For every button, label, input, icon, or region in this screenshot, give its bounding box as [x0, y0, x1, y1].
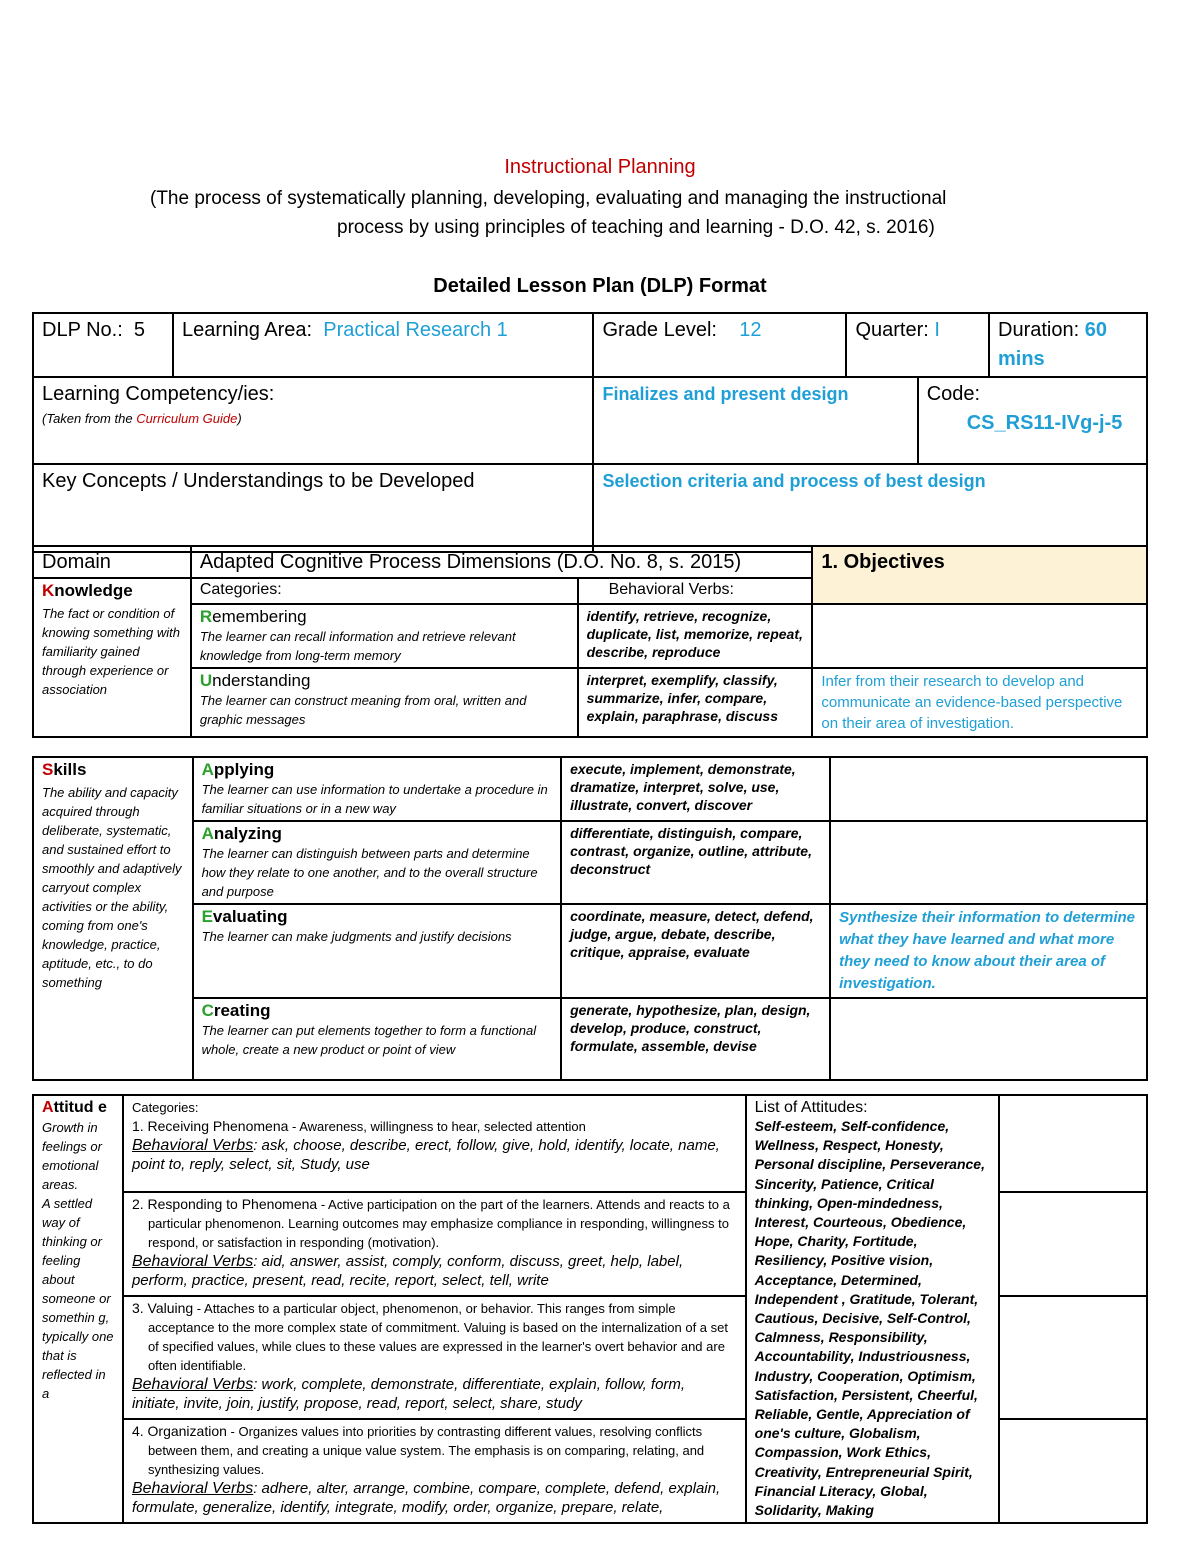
organization-cell	[123, 1419, 746, 1523]
applying-objective	[830, 757, 1147, 821]
c2-verbs: : aid, answer, assist, comply, conform, discuss, greet, help, label, perform, practice, present, read, recite, report, select, tell, write	[131, 1252, 684, 1289]
analyzing-desc: The learner can distinguish between parts and determine how they relate to one another, and to the overall structure and purpose	[201, 846, 538, 899]
domain-header: Domain	[33, 546, 191, 578]
c2-verbs-label: Behavioral Verbs	[131, 1252, 254, 1270]
creating-desc: The learner can put elements together to form a functional whole, create a new product or point of view	[201, 1023, 537, 1057]
skills-desc: The ability and capacity acquired through deliberate, systematic, and sustained effort to smoothly and adaptively carryout complex activities or the ability, coming from one's knowledge, practice, aptitude, etc., to do something	[42, 785, 182, 990]
creating-objective	[830, 998, 1147, 1080]
learning-area-cell	[173, 313, 593, 377]
competency-value: Finalizes and present design	[602, 384, 849, 404]
c1-verbs: : ask, choose, describe, erect, follow, give, hold, identify, locate, name, point to, reply, select, sit, Study, use	[131, 1137, 720, 1173]
key-concepts-label: Key Concepts / Understandings to be Developed	[42, 470, 475, 492]
applying-desc: The learner can use information to undertake a procedure in familiar situations or in a new way	[201, 782, 548, 816]
creating-initial: C	[201, 1001, 214, 1020]
c4-title: 4. Organization	[131, 1423, 227, 1440]
attitude-desc1: Growth in feelings or emotional areas.	[42, 1120, 102, 1192]
competency-label: Learning Competency/ies:	[42, 383, 275, 405]
competency-value-cell	[593, 377, 917, 464]
valuing-objective	[999, 1296, 1147, 1420]
responding-objective	[999, 1192, 1147, 1296]
evaluating-desc: The learner can make judgments and justify decisions	[201, 929, 512, 944]
evaluating-cell	[193, 904, 562, 998]
duration-value: 60 mins	[998, 319, 1107, 370]
applying-cell	[193, 757, 562, 821]
remembering-verbs: identify, retrieve, recognize, duplicate, list, memorize, repeat, describe, reproduce	[578, 604, 813, 668]
knowledge-desc: The fact or condition of knowing something with familiarity gained through experience or association	[42, 606, 181, 697]
attitude-cell	[33, 1095, 123, 1523]
understanding-verbs: interpret, exemplify, classify, summarize, infer, compare, explain, paraphrase, discuss	[578, 668, 813, 737]
c1-verbs-label: Behavioral Verbs	[131, 1137, 254, 1154]
code-cell	[918, 377, 1147, 464]
attitude-desc2: A settled way of thinking or feeling about someone or somethin g, typically one that is reflected in a	[42, 1196, 114, 1401]
skills-rest: kills	[53, 760, 87, 779]
dimension-header: Adapted Cognitive Process Dimensions (D.O. No. 8, s. 2015)	[191, 546, 813, 578]
skills-cell	[33, 757, 193, 1080]
code-label: Code:	[926, 383, 981, 405]
attitudes-list-cell	[746, 1095, 1000, 1523]
subtitle-line1: (The process of systematically planning, developing, evaluating and managing the instructional	[150, 188, 947, 209]
page-title: Instructional Planning	[504, 156, 696, 178]
dlp-cell	[33, 313, 173, 377]
valuing-cell	[123, 1296, 746, 1420]
understanding-rest: nderstanding	[212, 671, 311, 690]
responding-cell	[123, 1192, 746, 1296]
knowledge-initial: K	[42, 581, 55, 600]
applying-rest: pplying	[213, 760, 275, 779]
analyzing-verbs: differentiate, distinguish, compare, contrast, organize, outline, attribute, deconstruct	[561, 821, 830, 904]
objectives-header: 1. Objectives	[812, 546, 1147, 604]
evaluating-verbs: coordinate, measure, detect, defend, judge, argue, debate, describe, critique, appraise, evaluate	[561, 904, 830, 998]
duration-cell	[989, 313, 1147, 377]
c1-title: 1. Receiving Phenomena	[131, 1118, 289, 1134]
grade-label: Grade Level:	[602, 319, 717, 341]
c2-title: 2. Responding to Phenomena	[131, 1195, 318, 1212]
organization-objective	[999, 1419, 1147, 1523]
competency-note: (Taken from the	[42, 411, 137, 426]
understanding-cell	[191, 668, 578, 737]
evaluating-objective: Synthesize their information to determine what they have learned and what more they need to know about their area of investigation.	[830, 904, 1147, 998]
skills-table	[32, 756, 1148, 1081]
curriculum-guide-link: Curriculum Guide	[136, 411, 238, 426]
c1-desc: - Awareness, willingness to hear, selected attention	[288, 1119, 586, 1134]
c3-desc: - Attaches to a particular object, phenomenon, or behavior. This ranges from simple acceptance to the more complex state of commitment. Valuing is based on the internalization of a set of specified values, while clues to these values are expressed in the learner's overt behavior and are often identifiable.	[147, 1300, 728, 1373]
understanding-initial: U	[199, 671, 213, 690]
key-concepts-value-cell	[593, 464, 1147, 552]
competency-label-cell	[33, 377, 593, 464]
key-concepts-value: Selection criteria and process of best design	[602, 471, 986, 491]
c3-verbs: : work, complete, demonstrate, differentiate, explain, follow, form, initiate, invite, join, justify, propose, read, report, select, share, study	[131, 1375, 686, 1412]
analyzing-cell	[193, 821, 562, 904]
understanding-desc: The learner can construct meaning from oral, written and graphic messages	[199, 693, 527, 727]
applying-initial: A	[201, 760, 214, 779]
analyzing-objective	[830, 821, 1147, 904]
attitude-categories-label: Categories:	[131, 1100, 199, 1115]
subtitle-line2: process by using principles of teaching and learning - D.O. 42, s. 2016)	[337, 217, 935, 238]
understanding-objective: Infer from their research to develop and communicate an evidence-based perspective on their area of investigation.	[812, 668, 1147, 737]
key-concepts-label-cell	[33, 464, 593, 552]
remembering-desc: The learner can recall information and retrieve relevant knowledge from long-term memory	[199, 629, 516, 663]
c4-verbs-label: Behavioral Verbs	[131, 1480, 254, 1498]
skills-initial: S	[42, 760, 54, 779]
c3-verbs-label: Behavioral Verbs	[131, 1375, 254, 1393]
remembering-cell	[191, 604, 578, 668]
attitudes-list: Self-esteem, Self-confidence, Wellness, Respect, Honesty, Personal discipline, Perseverance, Sincerity, Patience, Critical thinking, Open-mindedness, Interest, Courteous, Obedience, Hope, Charity, Fortitude, Resiliency, Positive vision, Acceptance, Determined, Independent , Gratitude, Tolerant, Cautious, Decisive, Self-Control, Calmness, Responsibility, Accountability, Industriousness, Industry, Cooperation, Optimism, Satisfaction, Persistent, Cheerful, Reliable, Gentle, Appreciation of one's culture, Globalism, Compassion, Work Ethics, Creativity, Entrepreneurial Spirit, Financial Literacy, Global, Solidarity, Making	[754, 1118, 985, 1519]
quarter-cell	[846, 313, 989, 377]
competency-note-end: )	[237, 411, 242, 426]
applying-verbs: execute, implement, demonstrate, dramatize, interpret, solve, use, illustrate, convert, discover	[561, 757, 830, 821]
remembering-initial: R	[199, 607, 213, 626]
creating-verbs: generate, hypothesize, plan, design, develop, produce, construct, formulate, assemble, devise	[561, 998, 830, 1080]
analyzing-rest: nalyzing	[213, 824, 282, 843]
receiving-cell	[123, 1095, 746, 1192]
duration-label: Duration:	[998, 319, 1080, 341]
creating-cell	[193, 998, 562, 1080]
remembering-objective	[812, 604, 1147, 668]
area-value: Practical Research 1	[323, 319, 508, 341]
categories-header: Categories:	[191, 578, 578, 604]
grade-value: 12	[739, 319, 762, 341]
dlp-value: 5	[133, 319, 146, 341]
evaluating-initial: E	[201, 907, 213, 926]
attitude-rest: ttitud e	[53, 1099, 107, 1116]
attitudes-list-label: List of Attitudes:	[754, 1099, 868, 1116]
c4-verbs: : adhere, alter, arrange, combine, compare, complete, defend, explain, formulate, generalize, identify, integrate, modify, order, organize, prepare, relate,	[131, 1480, 721, 1517]
knowledge-rest: nowledge	[54, 581, 133, 600]
knowledge-table	[32, 545, 1148, 738]
analyzing-initial: A	[201, 824, 214, 843]
grade-level-cell	[593, 313, 846, 377]
quarter-value: I	[934, 319, 940, 341]
dlp-label: DLP No.:	[42, 319, 123, 341]
receiving-objective	[999, 1095, 1147, 1192]
code-value: CS_RS11-IVg-j-5	[966, 412, 1123, 434]
attitude-initial: A	[42, 1099, 54, 1116]
remembering-rest: emembering	[212, 607, 307, 626]
attitude-table	[32, 1094, 1148, 1524]
knowledge-cell	[33, 578, 191, 737]
format-title: Detailed Lesson Plan (DLP) Format	[433, 275, 767, 297]
creating-rest: reating	[213, 1001, 271, 1020]
c3-title: 3. Valuing	[131, 1299, 194, 1316]
verbs-header: Behavioral Verbs:	[578, 578, 813, 604]
c4-desc: - Organizes values into priorities by contrasting different values, resolving conflicts between them, and creating a unique value system. The emphasis is on comparing, relating, and synthesizing values.	[147, 1424, 705, 1478]
dlp-info-table	[32, 312, 1148, 553]
area-label: Learning Area:	[182, 319, 313, 341]
quarter-label: Quarter:	[855, 319, 929, 341]
evaluating-rest: valuating	[212, 907, 288, 926]
c2-desc: - Active participation on the part of the learners. Attends and reacts to a particular phenomenon. Learning outcomes may emphasize compliance in responding, willingness to respond, or satisfaction in responding (motivation).	[147, 1196, 730, 1250]
